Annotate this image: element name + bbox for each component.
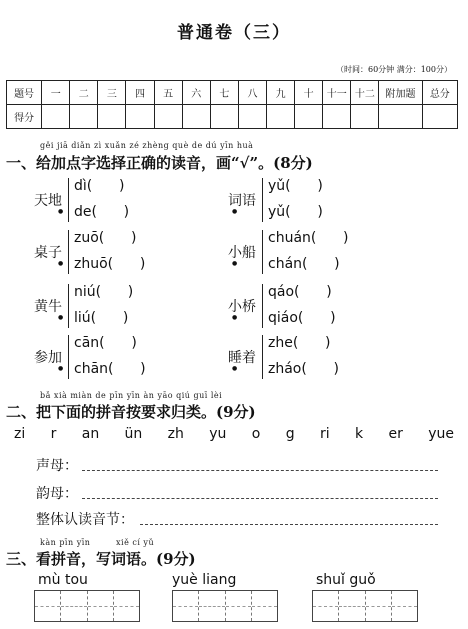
syllable: ün	[124, 426, 143, 442]
item-word: 桌子	[34, 245, 62, 261]
section3-heading: 三、看拼音，写词语。(9分)	[6, 550, 196, 568]
option-2[interactable]: yǔ( )	[268, 204, 323, 220]
syllable-list	[14, 426, 454, 442]
option-2[interactable]: chān( )	[74, 361, 146, 377]
score-cell[interactable]	[42, 105, 70, 129]
syllable: an	[81, 426, 100, 442]
item-word: 词语	[228, 193, 256, 209]
score-header-cell: 题号	[7, 81, 42, 105]
score-cell[interactable]	[422, 105, 457, 129]
score-table	[6, 80, 458, 129]
score-header-cell: 四	[126, 81, 154, 105]
score-table-score-row	[7, 105, 458, 129]
option-2[interactable]: zháo( )	[268, 361, 339, 377]
item-word: 天地	[34, 193, 62, 209]
score-header-cell: 六	[182, 81, 210, 105]
syllable: zh	[167, 426, 184, 442]
brace-icon	[68, 335, 73, 379]
section2-heading: 二、把下面的拼音按要求归类。(9分)	[6, 403, 256, 421]
page-title: 普通卷（三）	[177, 23, 291, 43]
score-table-header-row	[7, 81, 458, 105]
score-cell[interactable]	[351, 105, 379, 129]
section3-pinyin-1: kàn pīn yīn	[40, 538, 91, 547]
emphasis-dot-icon: ●	[58, 314, 64, 321]
option-2[interactable]: qiáo( )	[268, 310, 336, 326]
option-1[interactable]: zuō( )	[74, 230, 137, 246]
score-cell[interactable]	[182, 105, 210, 129]
score-header-cell: 二	[70, 81, 98, 105]
score-header-cell: 十一	[323, 81, 351, 105]
option-1[interactable]: qáo( )	[268, 284, 332, 300]
score-cell[interactable]	[323, 105, 351, 129]
option-1[interactable]: cān( )	[74, 335, 137, 351]
score-header-cell: 十二	[351, 81, 379, 105]
syllable: zi	[14, 426, 26, 442]
label-finals: 韵母：	[36, 486, 78, 502]
score-cell[interactable]	[210, 105, 238, 129]
option-2[interactable]: chán( )	[268, 256, 340, 272]
writing-grid-2[interactable]	[172, 590, 278, 622]
brace-icon	[68, 230, 73, 274]
score-cell[interactable]	[98, 105, 126, 129]
section1-pinyin: gěi jiā diǎn zì xuǎn zé zhèng què de dú yīn huà	[40, 141, 254, 150]
emphasis-dot-icon: ●	[232, 260, 238, 267]
item-word: 小船	[228, 245, 256, 261]
score-header-cell: 九	[267, 81, 295, 105]
syllable: ri	[319, 426, 330, 442]
brace-icon	[262, 335, 267, 379]
section3-pinyin-2: xiě cí yǔ	[116, 538, 155, 547]
syllable: k	[354, 426, 364, 442]
score-cell[interactable]	[70, 105, 98, 129]
write-pinyin-1: mù tou	[38, 572, 88, 588]
emphasis-dot-icon: ●	[58, 208, 64, 215]
syllable: er	[388, 426, 403, 442]
score-cell[interactable]	[154, 105, 182, 129]
score-header-cell: 附加题	[379, 81, 422, 105]
write-pinyin-3: shuǐ guǒ	[316, 572, 376, 588]
section2-pinyin: bǎ xià miàn de pīn yīn àn yāo qiú guī lèi	[40, 391, 223, 400]
item-word: 黄牛	[34, 299, 62, 315]
answer-line-whole-syllables[interactable]	[140, 524, 438, 525]
writing-grid-1[interactable]	[34, 590, 140, 622]
score-header-cell: 五	[154, 81, 182, 105]
option-2[interactable]: zhuō( )	[74, 256, 146, 272]
score-cell[interactable]	[379, 105, 422, 129]
emphasis-dot-icon: ●	[232, 208, 238, 215]
label-initials: 声母：	[36, 458, 78, 474]
answer-line-initials[interactable]	[82, 470, 438, 471]
writing-grid-3[interactable]	[312, 590, 418, 622]
option-1[interactable]: dì( )	[74, 178, 125, 194]
emphasis-dot-icon: ●	[58, 365, 64, 372]
option-1[interactable]: chuán( )	[268, 230, 349, 246]
score-header-cell: 三	[98, 81, 126, 105]
score-header-cell: 一	[42, 81, 70, 105]
emphasis-dot-icon: ●	[232, 365, 238, 372]
write-pinyin-2: yuè liang	[172, 572, 237, 588]
emphasis-dot-icon: ●	[232, 314, 238, 321]
syllable: yue	[428, 426, 454, 442]
syllable: o	[251, 426, 261, 442]
syllable: r	[50, 426, 57, 442]
option-2[interactable]: liú( )	[74, 310, 129, 326]
brace-icon	[262, 230, 267, 274]
option-2[interactable]: de( )	[74, 204, 130, 220]
option-1[interactable]: niú( )	[74, 284, 134, 300]
brace-icon	[262, 178, 267, 222]
syllable: yu	[209, 426, 227, 442]
item-word: 睡着	[228, 350, 256, 366]
score-cell[interactable]	[238, 105, 266, 129]
answer-line-finals[interactable]	[82, 498, 438, 499]
score-header-cell: 八	[238, 81, 266, 105]
exam-meta: （时间：60分钟 满分：100分）	[336, 65, 452, 74]
brace-icon	[68, 284, 73, 328]
score-cell[interactable]	[267, 105, 295, 129]
score-header-cell: 总分	[422, 81, 457, 105]
option-1[interactable]: yǔ( )	[268, 178, 323, 194]
item-word: 参加	[34, 350, 62, 366]
score-cell[interactable]	[126, 105, 154, 129]
option-1[interactable]: zhe( )	[268, 335, 331, 351]
emphasis-dot-icon: ●	[58, 260, 64, 267]
brace-icon	[68, 178, 73, 222]
score-row-label: 得分	[7, 105, 42, 129]
score-cell[interactable]	[295, 105, 323, 129]
score-header-cell: 七	[210, 81, 238, 105]
section1-heading: 一、给加点字选择正确的读音，画“√”。(8分)	[6, 154, 313, 172]
syllable: g	[285, 426, 295, 442]
item-word: 小桥	[228, 299, 256, 315]
brace-icon	[262, 284, 267, 328]
label-whole-syllables: 整体认读音节：	[36, 512, 134, 528]
score-header-cell: 十	[295, 81, 323, 105]
